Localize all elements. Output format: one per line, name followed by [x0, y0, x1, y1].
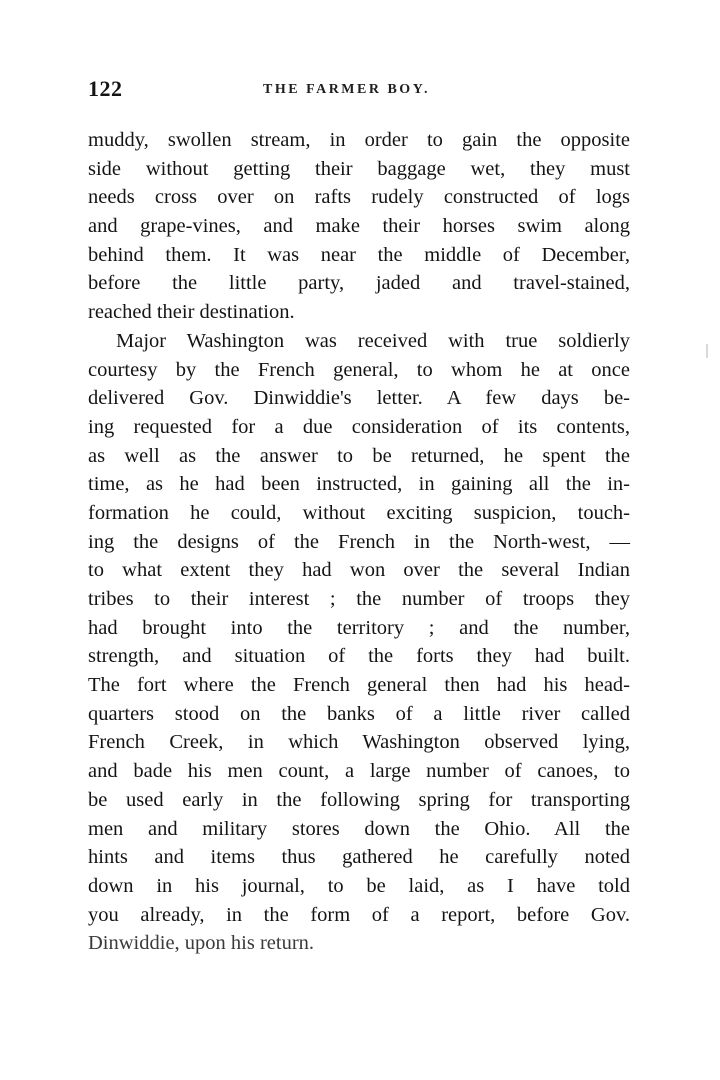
text-line: time, as he had been instructed, in gaining all the in- [88, 473, 630, 496]
text-line: you already, in the form of a report, before Gov. [88, 903, 630, 926]
last-text-line: Dinwiddie, upon his return. [88, 932, 315, 955]
running-title: THE FARMER BOY. [263, 82, 431, 97]
text-line: quarters stood on the banks of a little river called [88, 702, 630, 725]
text-line: hints and items thus gathered he carefully noted [88, 846, 630, 869]
text-line: before the little party, jaded and travel-stained, [88, 272, 630, 295]
text-line: to what extent they had won over the several Indian [88, 559, 630, 582]
text-line: French Creek, in which Washington observed lying, [88, 731, 630, 754]
text-line: ing requested for a due consideration of its contents, [88, 415, 630, 438]
text-line: down in his journal, to be laid, as I have told [88, 874, 630, 897]
text-line: be used early in the following spring for transporting [88, 788, 630, 811]
running-head [88, 76, 633, 106]
text-line: The fort where the French general then had his head- [88, 674, 630, 697]
text-line: tribes to their interest ; the number of troops they [88, 588, 630, 610]
text-line: strength, and situation of the forts they had built. [88, 645, 630, 668]
text-line: ing the designs of the French in the North-west, — [88, 530, 630, 553]
body-text [88, 126, 630, 958]
text-line: men and military stores down the Ohio. All the [88, 817, 630, 840]
margin-blemish [706, 344, 708, 358]
text-line: as well as the answer to be returned, he spent the [88, 444, 630, 467]
page-number: 122 [88, 76, 123, 101]
paragraph-start-line: Major Washington was received with true soldierly [116, 329, 630, 352]
text-line: side without getting their baggage wet, they must [88, 157, 630, 180]
text-line: reached their destination. [88, 301, 295, 324]
text-line: had brought into the territory ; and the number, [88, 616, 630, 639]
text-line: behind them. It was near the middle of December, [88, 243, 630, 266]
text-line: and bade his men count, a large number of canoes, to [88, 760, 630, 783]
text-line: delivered Gov. Dinwiddie's letter. A few days be- [88, 387, 630, 410]
text-line: needs cross over on rafts rudely constructed of logs [88, 186, 630, 209]
text-line: formation he could, without exciting suspicion, touch- [88, 501, 630, 524]
text-line: muddy, swollen stream, in order to gain the opposite [88, 129, 630, 151]
text-line: and grape-vines, and make their horses swim along [88, 215, 630, 238]
text-line: courtesy by the French general, to whom he at once [88, 358, 630, 381]
